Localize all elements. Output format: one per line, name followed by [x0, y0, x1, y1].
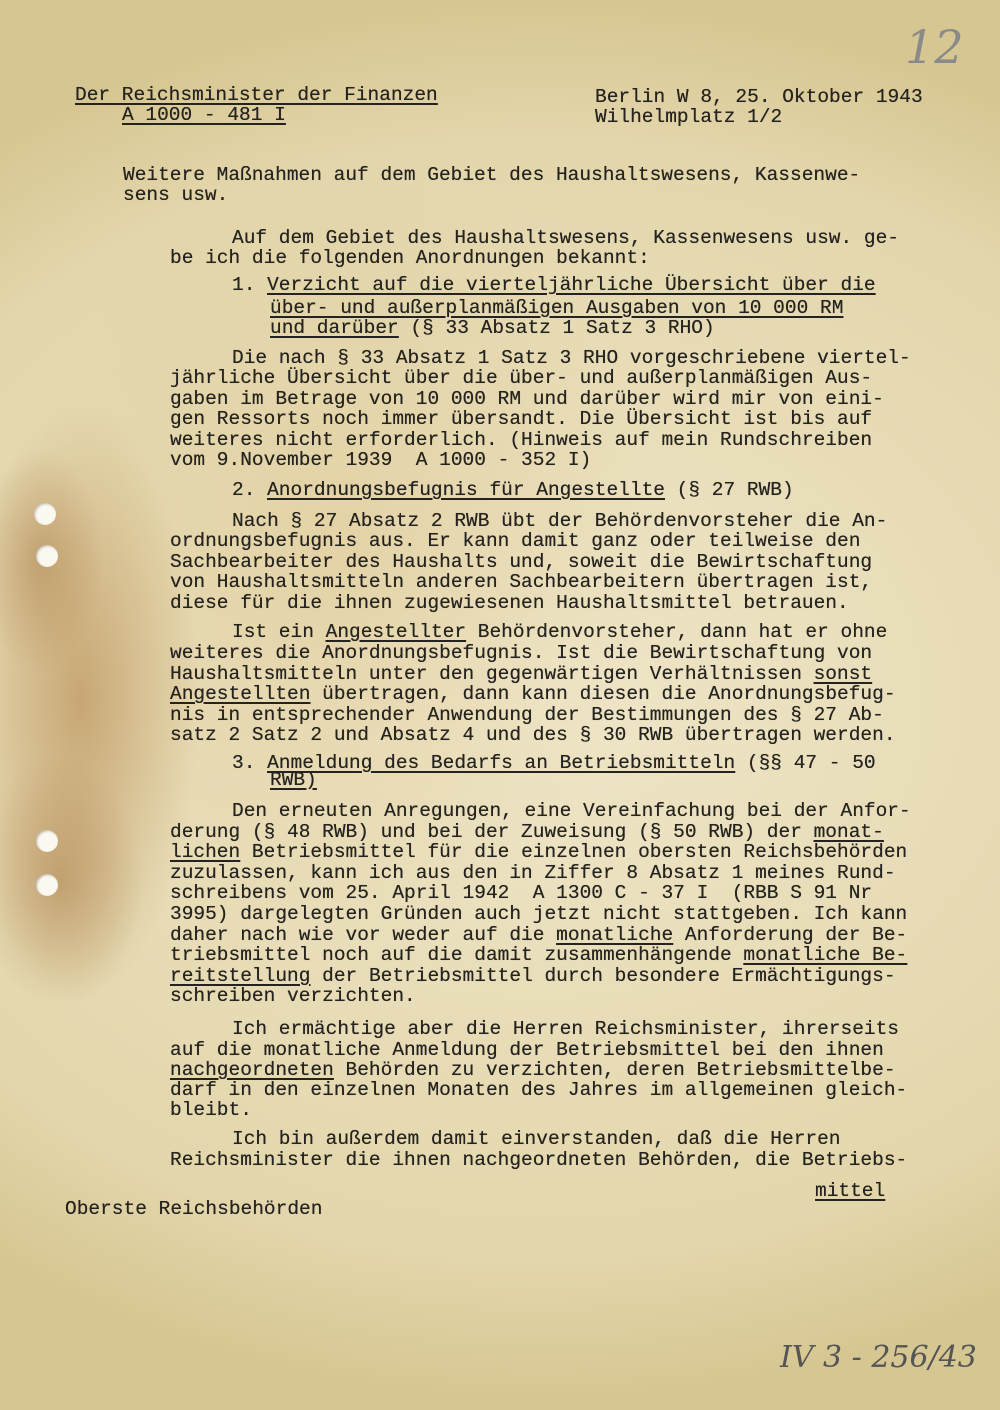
body-line: [170, 1060, 896, 1081]
section-number: 3.: [232, 752, 256, 774]
body-line: jährliche Übersicht über die über- und außerplanmäßigen Aus-: [170, 367, 873, 389]
body-line: vom 9.November 1939 A 1000 - 352 I): [170, 449, 592, 471]
underlined-term: Angestellter: [325, 621, 467, 643]
punch-hole: [34, 503, 56, 525]
section-number: 1.: [232, 274, 256, 296]
body-line: diese für die ihnen zugewiesenen Haushaltsmittel betrauen.: [170, 592, 849, 614]
body-line: zuzulassen, kann ich aus den in Ziffer 8 Absatz 1 meines Rund-: [170, 862, 896, 884]
underlined-term: monatliche: [556, 924, 674, 946]
heading-rest: (§§ 47 - 50: [735, 752, 876, 774]
body-line: gen Ressorts noch immer übersandt. Die Übersicht ist bis auf: [170, 408, 873, 430]
text-run: daher nach wie vor weder auf die: [170, 924, 557, 946]
heading-rest: (§ 33 Absatz 1 Satz 3 RHO): [398, 317, 715, 339]
underlined-term: reitstellung: [170, 965, 311, 987]
subject-line-1: Weitere Maßnahmen auf dem Gebiet des Haushaltswesens, Kassenwe-: [123, 164, 861, 186]
sender-line-2: A 1000 - 481 I: [122, 104, 286, 126]
heading-underlined: Anmeldung des Bedarfs an Betriebsmitteln: [267, 752, 736, 774]
punch-hole: [36, 830, 58, 852]
place-date: Berlin W 8, 25. Oktober 1943: [595, 86, 923, 108]
subject-line-2: sens usw.: [123, 184, 229, 206]
handwritten-note: IV 3 - 256/43: [780, 1340, 977, 1375]
body-line: weiteres nicht erforderlich. (Hinweis auf mein Rundschreiben: [170, 429, 873, 451]
text-run: der Betriebsmittel durch besondere Ermächtigungs-: [310, 965, 896, 987]
body-line: satz 2 Satz 2 und Absatz 4 und des § 30 RWB übertragen werden.: [170, 724, 896, 746]
heading-rest: (§ 27 RWB): [664, 479, 794, 501]
body-line: auf die monatliche Anmeldung der Betriebsmittel bei den ihnen: [170, 1039, 884, 1061]
body-line: [170, 842, 907, 863]
text-run: Anforderung der Be-: [673, 924, 908, 946]
sender-line-1: Der Reichsminister der Finanzen: [75, 84, 438, 106]
punch-hole: [36, 874, 58, 896]
body-line: Ich bin außerdem damit einverstanden, daß die Herren: [232, 1128, 841, 1150]
body-line: [170, 966, 896, 987]
body-line: [170, 925, 907, 946]
intro-line-1: Auf dem Gebiet des Haushaltswesens, Kassenwesens usw. ge-: [232, 227, 900, 249]
underlined-term: Angestellten: [170, 683, 311, 705]
underlined-term: nachgeordneten: [170, 1059, 334, 1081]
text-run: Behörden zu verzichten, deren Betriebsmittelbe-: [333, 1059, 896, 1081]
text-run: Haushaltsmitteln unter den gegenwärtigen Verhältnissen: [170, 663, 814, 685]
text-run: übertragen, dann kann diesen die Anordnungsbefug-: [310, 683, 896, 705]
heading-underlined: Anordnungsbefugnis für Angestellte: [267, 479, 665, 501]
punch-hole: [36, 545, 58, 567]
text-run: Behördenvorsteher, dann hat er ohne: [466, 621, 888, 643]
text-run: Ist ein: [232, 621, 326, 643]
body-line: schreiben verzichten.: [170, 985, 416, 1007]
body-line: von Haushaltsmitteln anderen Sachbearbeitern übertragen ist,: [170, 571, 873, 593]
body-line: Sachbearbeiter des Haushalts und, soweit die Bewirtschaftung: [170, 551, 873, 573]
body-line: weiteres die Anordnungsbefugnis. Ist die Bewirtschaftung von: [170, 642, 873, 664]
body-line: [232, 622, 887, 643]
section-1-heading-line-3: [270, 318, 715, 339]
underlined-term: sonst: [813, 663, 873, 685]
section-number: 2.: [232, 479, 256, 501]
underlined-term: monatliche Be-: [743, 944, 908, 966]
body-line: Den erneuten Anregungen, eine Vereinfachung bei der Anfor-: [232, 800, 911, 822]
body-line: [170, 684, 896, 705]
section-3-heading: [232, 753, 876, 774]
underlined-term: monat-: [813, 821, 884, 843]
body-line: nis in entsprechender Anwendung der Bestimmungen des § 27 Ab-: [170, 704, 884, 726]
text-run: triebsmittel noch auf die damit zusammenhängende: [170, 944, 744, 966]
body-line: 3995) dargelegten Gründen auch jetzt nicht stattgeben. Ich kann: [170, 903, 908, 925]
text-run: derung (§ 48 RWB) und bei der Zuweisung (§ 50 RWB) der: [170, 821, 814, 843]
body-line: ordnungsbefugnis aus. Er kann damit ganz oder teilweise den: [170, 530, 861, 552]
underlined-term: lichen: [170, 841, 241, 863]
address: Wilhelmplatz 1/2: [595, 106, 783, 128]
heading-underlined: und darüber: [270, 317, 399, 339]
text-run: Betriebsmittel für die einzelnen obersten Reichsbehörden: [240, 841, 908, 863]
body-line: darf in den einzelnen Monaten des Jahres im allgemeinen gleich-: [170, 1079, 908, 1101]
body-line: [170, 822, 884, 843]
body-line: Reichsminister die ihnen nachgeordneten Behörden, die Betriebs-: [170, 1149, 908, 1171]
section-heading-text: Verzicht auf die vierteljährliche Übersicht über die: [267, 274, 876, 296]
section-3-heading-line-2: RWB): [270, 769, 317, 791]
section-2-heading: [232, 480, 794, 501]
body-line: [170, 664, 872, 685]
body-line: Nach § 27 Absatz 2 RWB übt der Behördenvorsteher die An-: [232, 510, 888, 532]
catchword: mittel: [815, 1180, 886, 1202]
body-line: Ich ermächtige aber die Herren Reichsminister, ihrerseits: [232, 1018, 900, 1040]
intro-line-2: be ich die folgenden Anordnungen bekannt:: [170, 247, 650, 269]
section-1-heading-line-1: [232, 275, 876, 296]
body-line: bleibt.: [170, 1099, 252, 1121]
body-line: Die nach § 33 Absatz 1 Satz 3 RHO vorgeschriebene viertel-: [232, 347, 911, 369]
recipient: Oberste Reichsbehörden: [65, 1198, 323, 1220]
body-line: [170, 945, 907, 966]
body-line: schreibens vom 25. April 1942 A 1300 C - 37 I (RBB S 91 Nr: [170, 882, 873, 904]
section-1-heading-line-2: über- und außerplanmäßigen Ausgaben von 10 000 RM: [270, 297, 844, 319]
page-mark: 12: [905, 20, 964, 74]
body-line: gaben im Betrage von 10 000 RM und darüber wird mir von eini-: [170, 388, 884, 410]
